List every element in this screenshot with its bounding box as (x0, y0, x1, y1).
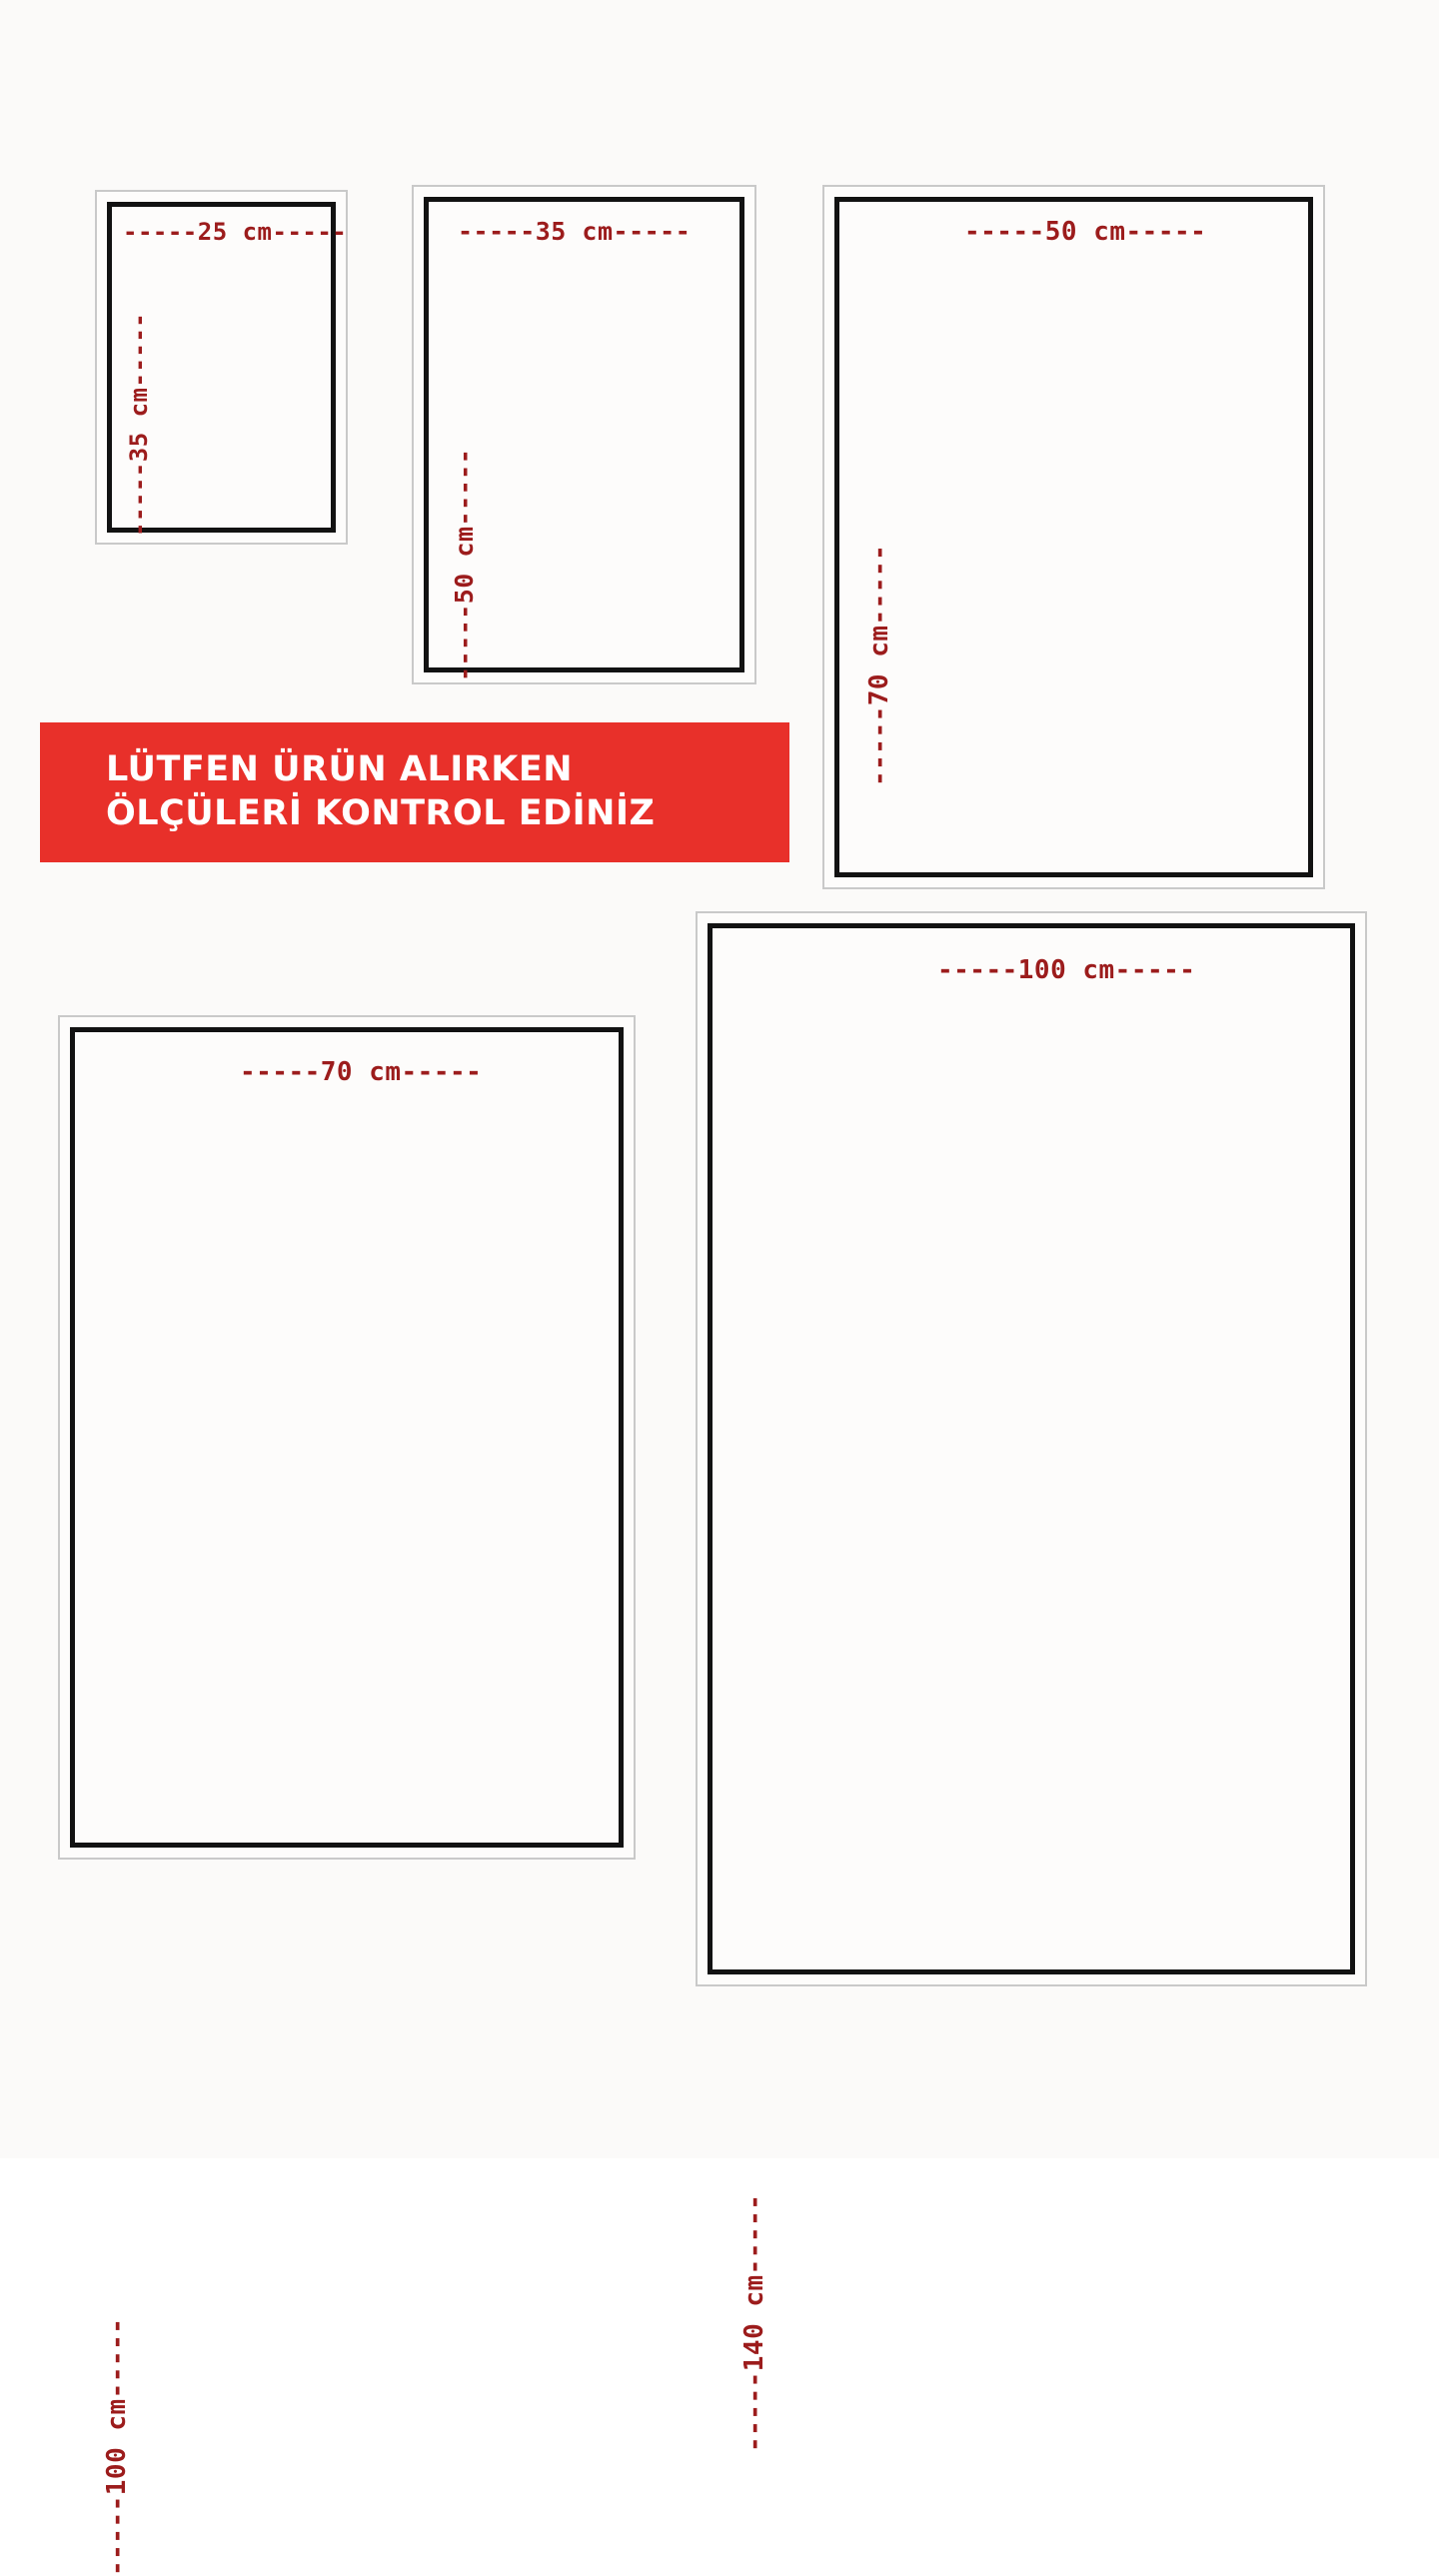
frame-25x35 (95, 190, 348, 545)
frame-50x70 (822, 185, 1325, 889)
frame-35x50 (412, 185, 756, 684)
frame-50x70-height-label: -----70 cm----- (864, 544, 894, 786)
frame-100x140-inner (708, 923, 1355, 1974)
warning-banner (40, 722, 789, 862)
warning-line-2: ÖLÇÜLERİ KONTROL EDİNİZ (106, 793, 656, 833)
frame-70x100 (58, 1015, 636, 2576)
frame-100x140 (696, 911, 1367, 2452)
frame-70x100-width-label: -----70 cm----- (240, 1057, 483, 1087)
frame-100x140-width-label: -----100 cm----- (937, 955, 1196, 985)
frame-100x140-height-label: -----140 cm----- (739, 2193, 769, 2452)
frame-70x100-height-label: -----100 cm----- (102, 2317, 132, 2576)
frame-70x100-inner (70, 1027, 624, 1848)
warning-line-1: LÜTFEN ÜRÜN ALIRKEN (106, 749, 574, 790)
frame-35x50-width-label: -----35 cm----- (458, 217, 692, 246)
frame-25x35-height-label: -----35 cm----- (125, 312, 153, 537)
frame-25x35-width-label: -----25 cm----- (123, 218, 348, 246)
frame-35x50-height-label: -----50 cm----- (450, 448, 479, 681)
frame-50x70-width-label: -----50 cm----- (964, 217, 1207, 247)
frame-50x70-inner (834, 197, 1313, 877)
